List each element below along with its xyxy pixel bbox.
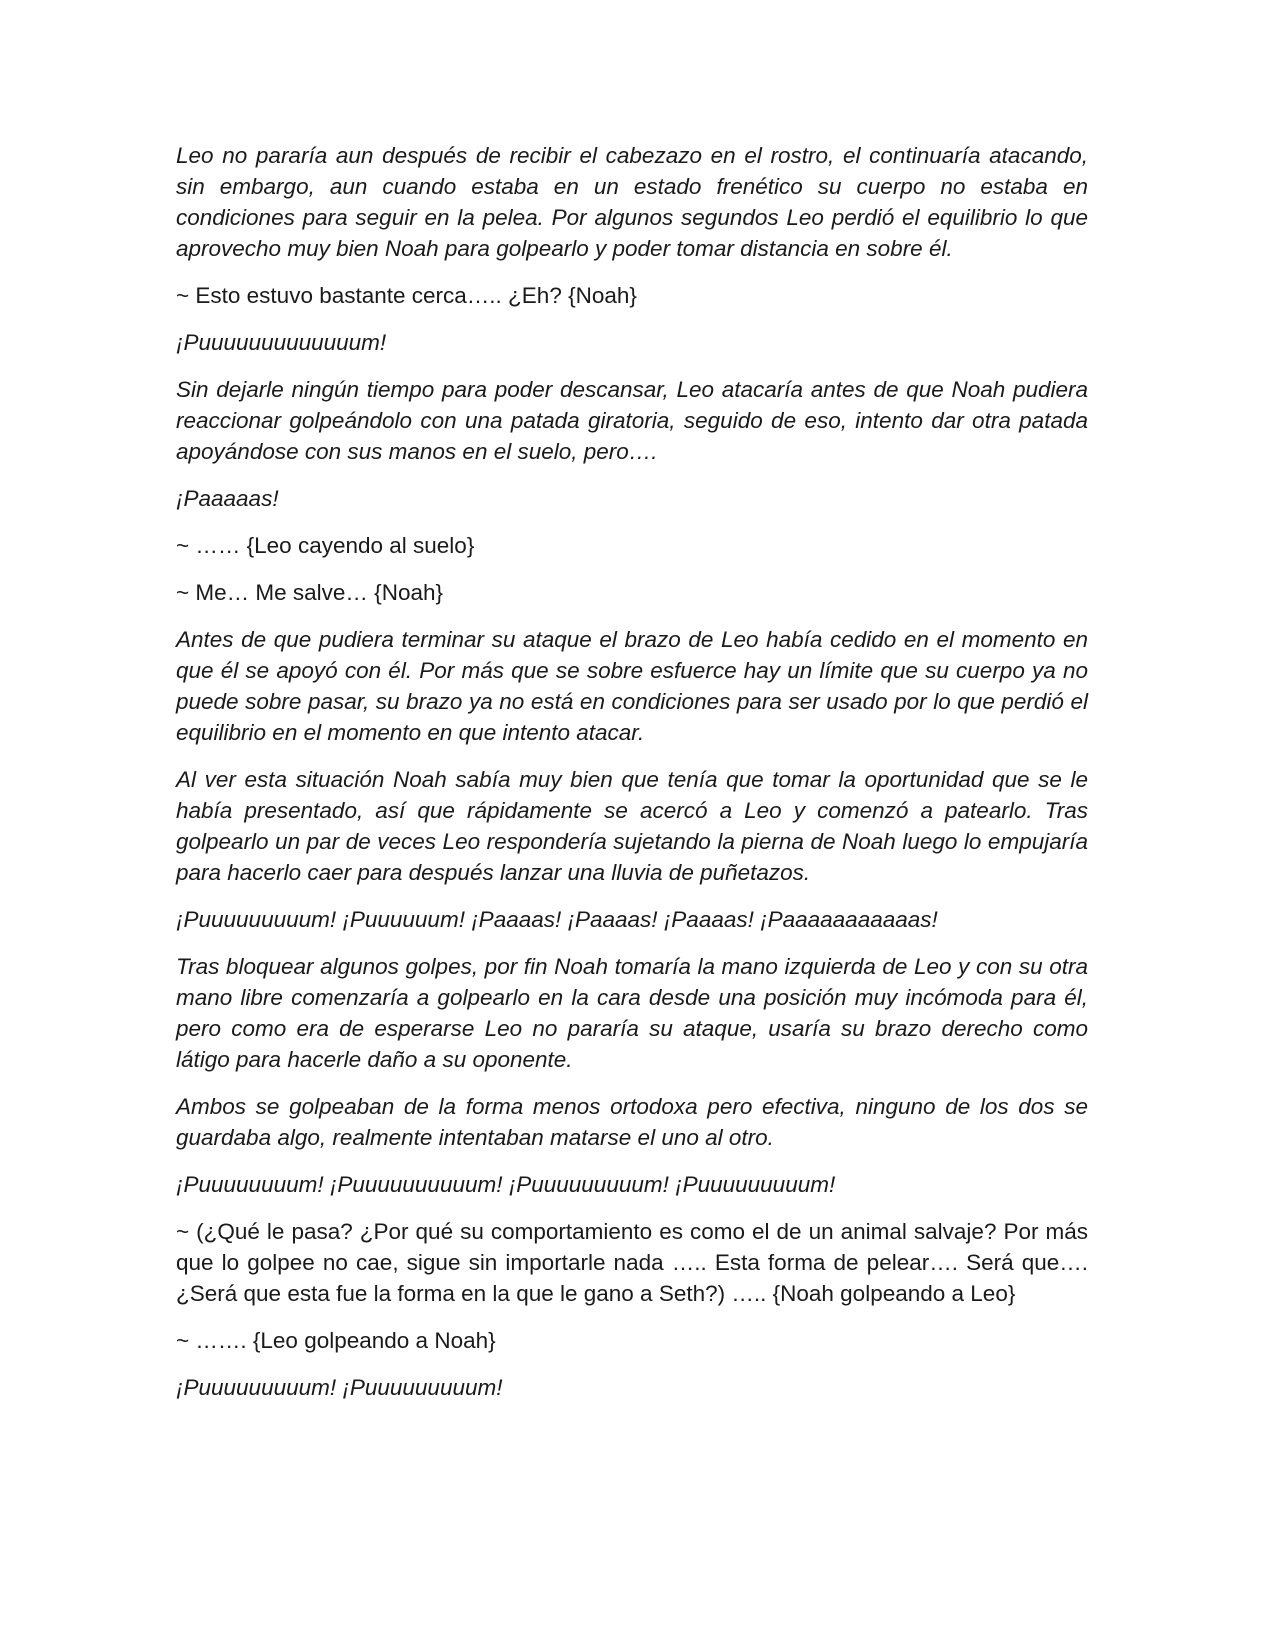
sound-effect: ¡Puuuuuuuuuuuuum! — [176, 330, 387, 355]
dialogue-line: ~ ……. {Leo golpeando a Noah} — [176, 1328, 496, 1353]
dialogue-line: ~ Esto estuvo bastante cerca….. ¿Eh? {Noah} — [176, 283, 637, 308]
document-page — [176, 140, 1088, 1419]
sound-effect: ¡Paaaaas! — [176, 486, 279, 511]
dialogue-line: ~ …… {Leo cayendo al suelo} — [176, 533, 475, 558]
narration-paragraph: Tras bloquear algunos golpes, por fin Noah tomaría la mano izquierda de Leo y con su otra mano libre comenzaría a golpearlo en la cara desde una posición muy incómoda para él, pero como era de esperarse Leo no pararía su ataque, usaría su brazo derecho como látigo para hacerle daño a su oponente. — [176, 954, 1088, 1072]
sound-effect: ¡Puuuuuuuuum! ¡Puuuuuuuuum! — [176, 1375, 503, 1400]
sound-effect: ¡Puuuuuuuuum! ¡Puuuuuum! ¡Paaaas! ¡Paaaas! ¡Paaaas! ¡Paaaaaaaaaaas! — [176, 907, 938, 932]
narration-paragraph: Leo no pararía aun después de recibir el cabezazo en el rostro, el continuaría atacando, sin embargo, aun cuando estaba en un estado frenético su cuerpo no estaba en condiciones para seguir en la pelea. Por algunos segundos Leo perdió el equilibrio lo que aprovecho muy bien Noah para golpearlo y poder tomar distancia en sobre él. — [176, 143, 1088, 261]
narration-paragraph: Ambos se golpeaban de la forma menos ortodoxa pero efectiva, ninguno de los dos se guardaba algo, realmente intentaban matarse el uno al otro. — [176, 1094, 1088, 1150]
dialogue-line: ~ (¿Qué le pasa? ¿Por qué su comportamiento es como el de un animal salvaje? Por más que lo golpee no cae, sigue sin importarle nada ….. Esta forma de pelear…. Será que…. ¿Será que esta fue la forma en la que le gano a Seth?) ….. {Noah golpeando a Leo} — [176, 1219, 1088, 1306]
dialogue-line: ~ Me… Me salve… {Noah} — [176, 580, 444, 605]
narration-paragraph: Antes de que pudiera terminar su ataque el brazo de Leo había cedido en el momento en que él se apoyó con él. Por más que se sobre esfuerce hay un límite que su cuerpo ya no puede sobre pasar, su brazo ya no está en condiciones para ser usado por lo que perdió el equilibrio en el momento en que intento atacar. — [176, 627, 1088, 745]
narration-paragraph: Sin dejarle ningún tiempo para poder descansar, Leo atacaría antes de que Noah pudiera reaccionar golpeándolo con una patada giratoria, seguido de eso, intento dar otra patada apoyándose con sus manos en el suelo, pero…. — [176, 377, 1088, 464]
sound-effect: ¡Puuuuuuuum! ¡Puuuuuuuuuum! ¡Puuuuuuuuum! ¡Puuuuuuuuum! — [176, 1172, 836, 1197]
narration-paragraph: Al ver esta situación Noah sabía muy bien que tenía que tomar la oportunidad que se le había presentado, así que rápidamente se acercó a Leo y comenzó a patearlo. Tras golpearlo un par de veces Leo respondería sujetando la pierna de Noah luego lo empujaría para hacerlo caer para después lanzar una lluvia de puñetazos. — [176, 767, 1088, 885]
